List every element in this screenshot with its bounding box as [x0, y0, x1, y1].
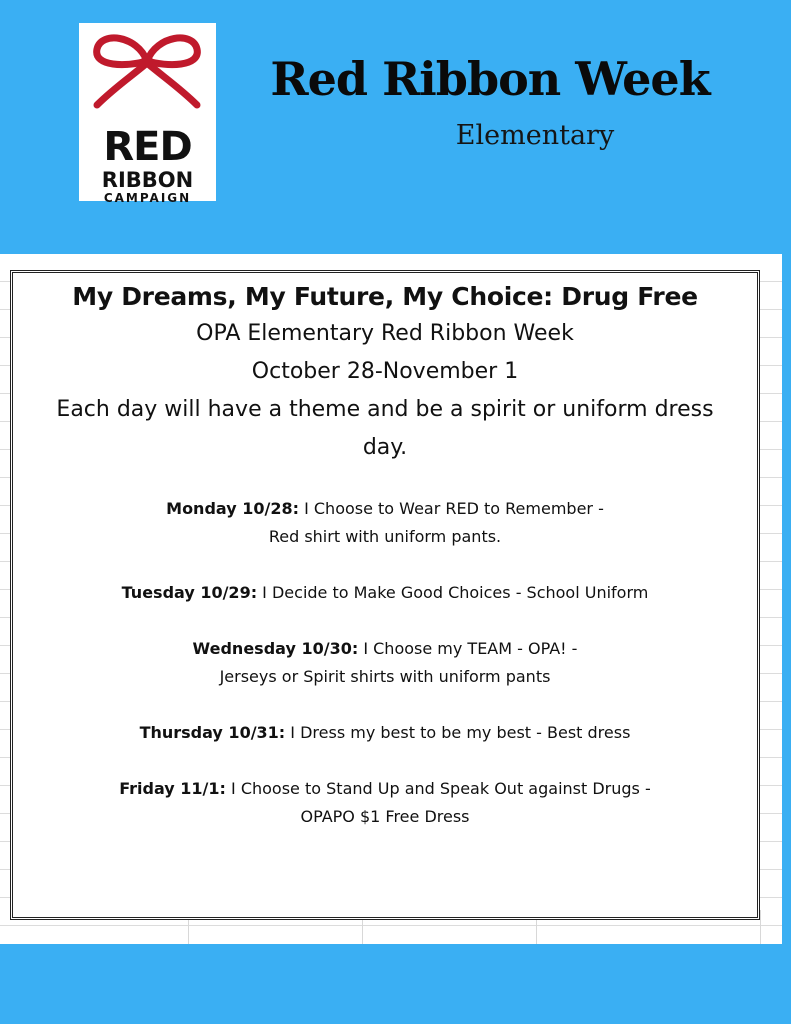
schedule-list: [13, 495, 757, 831]
event-dates: October 28-November 1: [251, 359, 519, 384]
day-label: Wednesday 10/30:: [192, 639, 359, 658]
logo-text-red: RED: [103, 124, 192, 170]
red-ribbon-logo: [79, 23, 216, 205]
grid-divider: [760, 910, 761, 944]
day-theme: I Choose to Wear RED to Remember -: [298, 499, 604, 518]
schedule-day-thursday: [13, 719, 757, 747]
page-title: Red Ribbon Week: [270, 52, 710, 106]
day-label: Tuesday 10/29:: [121, 583, 258, 602]
day-dress: OPAPO $1 Free Dress: [300, 807, 470, 826]
school-line: OPA Elementary Red Ribbon Week: [196, 321, 574, 346]
schedule-day-friday: [13, 775, 757, 831]
day-label: Monday 10/28:: [166, 499, 299, 518]
day-theme: I Choose to Stand Up and Speak Out against Drugs -: [225, 779, 651, 798]
flyer-frame: [10, 270, 760, 920]
day-label: Friday 11/1:: [119, 779, 226, 798]
day-theme: I Decide to Make Good Choices - School Uniform: [257, 583, 649, 602]
logo-text-campaign: CAMPAIGN: [103, 191, 192, 205]
flyer-headline: My Dreams, My Future, My Choice: Drug Free: [72, 282, 698, 311]
day-dress: Red shirt with uniform pants.: [268, 527, 502, 546]
event-description: Each day will have a theme and be a spirit or uniform dress day.: [56, 397, 714, 460]
schedule-day-wednesday: [13, 635, 757, 691]
schedule-day-monday: [13, 495, 757, 551]
day-label: Thursday 10/31:: [139, 723, 286, 742]
logo-text-ribbon: RIBBON: [101, 168, 194, 192]
day-theme: I Choose my TEAM - OPA! -: [358, 639, 578, 658]
day-dress: Jerseys or Spirit shirts with uniform pants: [219, 667, 551, 686]
schedule-day-tuesday: [13, 579, 757, 607]
page-subtitle: Elementary: [455, 120, 615, 151]
day-theme: I Dress my best to be my best - Best dress: [285, 723, 631, 742]
